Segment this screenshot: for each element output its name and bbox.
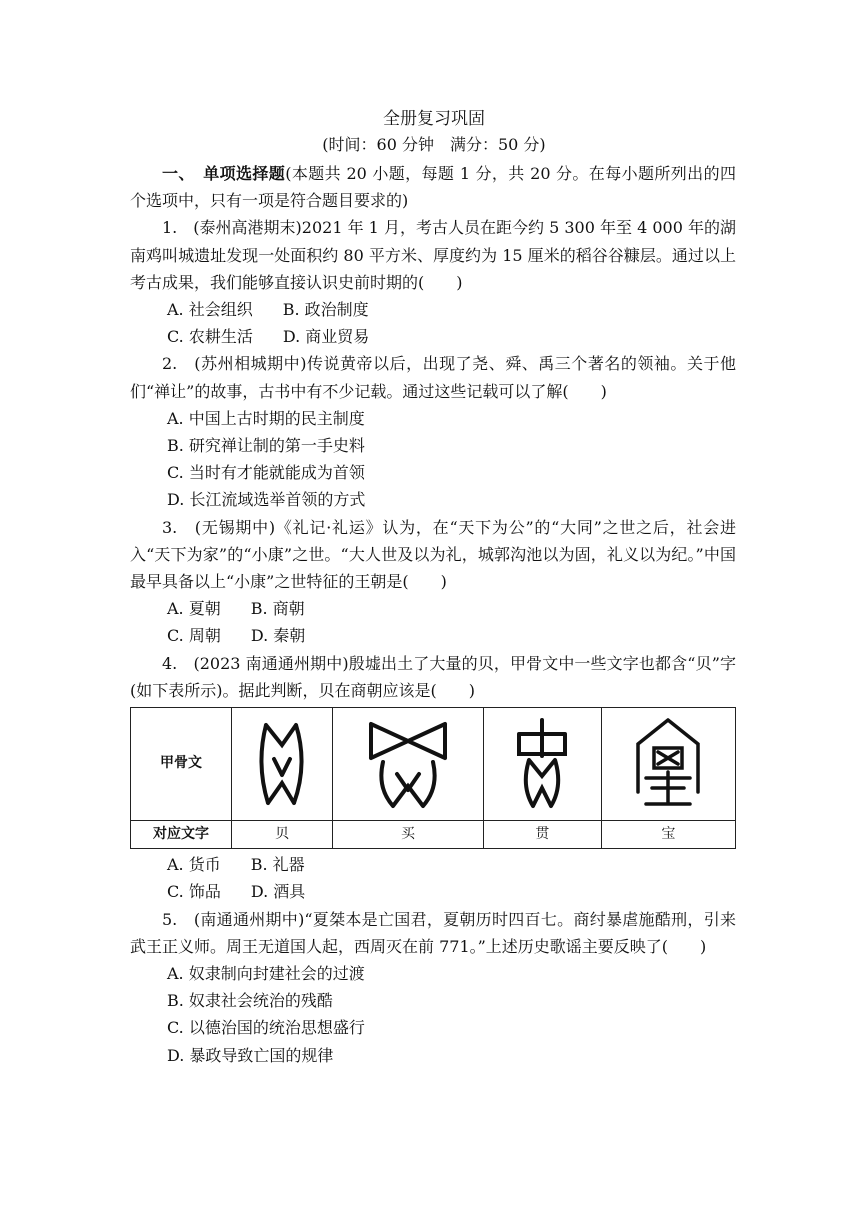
modern-character-row — [131, 821, 736, 849]
option-d: D. 酒具 — [250, 882, 306, 902]
page-title: 全册复习巩固 — [383, 109, 485, 129]
option-a: A. 社会组织 — [167, 300, 253, 320]
modern-char-cell: 贝 — [232, 821, 333, 849]
section-description: (本题共 20 小题，每题 1 分，共 20 分。在每小题所列出的四个选项中，只有一项是符合题目要求的) — [130, 164, 736, 211]
section-label: 一、 单项选择题 — [162, 164, 286, 183]
option-c: C. 饰品 — [167, 882, 221, 902]
option-c: C. 农耕生活 — [167, 327, 253, 347]
question-3-options-row-1 — [130, 595, 736, 622]
option-b: B. 商朝 — [250, 599, 305, 619]
question-4-options-row-2 — [130, 878, 736, 905]
option-d: D. 秦朝 — [250, 626, 306, 646]
oracle-glyph-cell — [601, 708, 735, 821]
question-3-stem: 3. (无锡期中)《礼记·礼运》认为，在“天下为公”的“大同”之世之后，社会进入“天下为家”的“小康”之世。“大人世及以为礼，城郭沟池以为固，礼义以为纪。”中国最早具备以上“小康”之世特征的王朝是( ) — [130, 517, 736, 592]
modern-char-cell: 买 — [333, 821, 484, 849]
row-header-oracle: 甲骨文 — [131, 708, 232, 821]
option-d: D. 商业贸易 — [282, 327, 370, 347]
question-3-options-row-2 — [130, 622, 736, 649]
option-d: D. 暴政导致亡国的规律 — [167, 1045, 334, 1065]
option-a: A. 奴隶制向封建社会的过渡 — [167, 964, 365, 984]
oracle-glyph-guan-icon — [507, 716, 577, 812]
option-a: A. 货币 — [167, 855, 221, 875]
question-1-options-row-1 — [130, 296, 736, 323]
oracle-glyph-cell — [232, 708, 333, 821]
question-content — [130, 160, 736, 1069]
question-2-stem: 2. (苏州相城期中)传说黄帝以后，出现了尧、舜、禹三个著名的领袖。关于他们“禅让”的故事，古书中有不少记载。通过这些记载可以了解( ) — [130, 354, 736, 401]
option-b: B. 奴隶社会统治的残酷 — [167, 991, 333, 1011]
option-b: B. 礼器 — [250, 855, 305, 875]
oracle-glyph-bei-icon — [252, 719, 312, 809]
page-subtitle: (时间：60 分钟 满分：50 分) — [322, 135, 546, 154]
question-1-stem: 1. (泰州高港期末)2021 年 1 月，考古人员在距今约 5 300 年至 4 000 年的湖南鸡叫城遗址发现一处面积约 80 平方米、厚度约为 15 厘米的稻谷谷糠层。通过以上考古成果，我们能够直接认识史前时期的( ) — [130, 218, 736, 292]
oracle-bone-row — [131, 708, 736, 821]
option-a: A. 夏朝 — [167, 599, 221, 619]
option-a: A. 中国上古时期的民主制度 — [167, 408, 365, 428]
row-header-modern: 对应文字 — [131, 821, 232, 849]
option-c: C. 以德治国的统治思想盛行 — [167, 1018, 365, 1038]
option-d: D. 长江流域选举首领的方式 — [167, 490, 366, 510]
oracle-glyph-cell — [333, 708, 484, 821]
oracle-glyph-mai-icon — [363, 716, 453, 812]
oracle-glyph-cell — [483, 708, 601, 821]
question-4-stem: 4. (2023 南通通州期中)殷墟出土了大量的贝，甲骨文中一些文字也都含“贝”字(如下表所示)。据此判断，贝在商朝应该是( ) — [130, 653, 736, 700]
question-4-options-row-1 — [130, 851, 736, 878]
option-c: C. 周朝 — [167, 626, 221, 646]
modern-char-cell: 贯 — [483, 821, 601, 849]
oracle-glyph-bao-icon — [628, 716, 708, 812]
question-5-stem: 5. (南通通州期中)“夏桀本是亡国君，夏朝历时四百七。商纣暴虐施酷刑，引来武王正义师。周王无道国人起，西周灭在前 771。”上述历史歌谣主要反映了( ) — [130, 909, 736, 956]
modern-char-cell: 宝 — [601, 821, 735, 849]
section-heading — [130, 160, 736, 214]
oracle-bone-table — [130, 707, 736, 849]
option-c: C. 当时有才能就能成为首领 — [167, 463, 365, 483]
option-b: B. 政治制度 — [282, 300, 369, 320]
question-1-options-row-2 — [130, 323, 736, 350]
option-b: B. 研究禅让制的第一手史料 — [167, 436, 365, 456]
